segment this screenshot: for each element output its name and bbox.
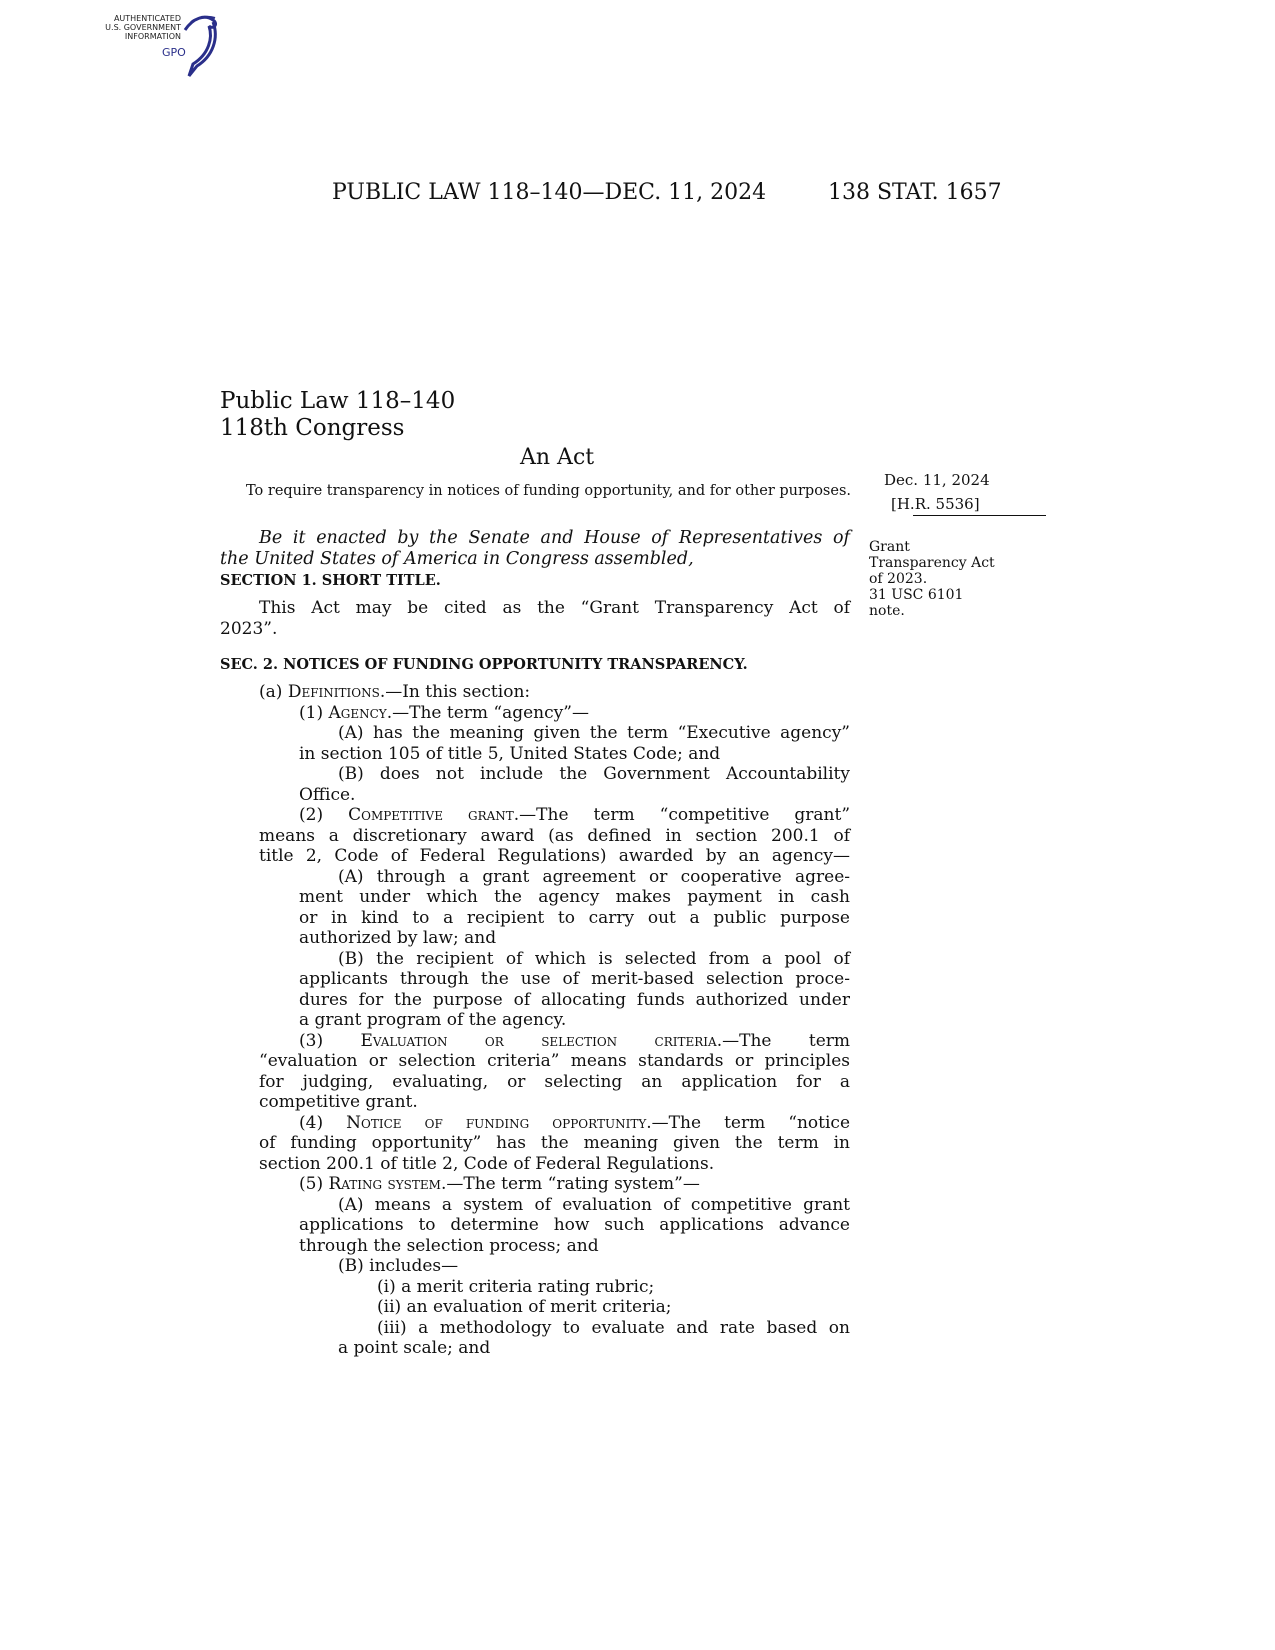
act-heading: An Act — [520, 445, 595, 470]
line-text: (B) includes— — [338, 1256, 459, 1276]
line-text: .—The term “notice — [646, 1112, 851, 1133]
line-text: “evaluation or selection criteria” means standards or principles — [259, 1051, 850, 1071]
line-text: title 2, Code of Federal Regulations) awarded by an agency— — [259, 846, 850, 866]
text-line — [220, 1092, 850, 1113]
enactment-date: Dec. 11, 2024 — [884, 471, 990, 489]
line-text: authorized by law; and — [299, 928, 497, 948]
line-text: (i) a merit criteria rating rubric; — [377, 1276, 655, 1297]
line-text: of funding opportunity” has the meaning given the term in — [259, 1133, 850, 1153]
line-text: or in kind to a recipient to carry out a public purpose — [299, 907, 850, 928]
line-text: applications to determine how such applications advance — [299, 1215, 850, 1235]
defined-term: Agency — [328, 702, 387, 723]
section-2-body — [220, 682, 850, 1359]
line-text: (2) — [299, 805, 349, 825]
law-number: Public Law 118–140 — [220, 388, 456, 414]
logo-line: AUTHENTICATED — [113, 14, 181, 23]
defined-term: Notice of funding opportunity — [346, 1112, 647, 1133]
page-number: 138 STAT. 1657 — [828, 180, 1002, 205]
line-text: .—The term “competitive grant” — [513, 805, 851, 825]
line-text: section 200.1 of title 2, Code of Federal Regulations. — [259, 1153, 715, 1174]
text-line — [220, 1338, 850, 1359]
text-line — [220, 1133, 850, 1154]
line-text: .—The term “rating system”— — [440, 1174, 700, 1194]
line-text: a grant program of the agency. — [299, 1010, 567, 1030]
text-line — [220, 1072, 850, 1093]
line-text: through the selection process; and — [299, 1235, 599, 1256]
text-line — [220, 826, 850, 847]
line-text: dures for the purpose of allocating funds authorized under — [299, 989, 850, 1010]
line-text: (A) through a grant agreement or cooperative agree- — [338, 866, 850, 887]
text-line — [220, 928, 850, 949]
line-text: (5) — [299, 1174, 329, 1194]
line-text: applicants through the use of merit-based selection proce- — [299, 969, 850, 989]
text-line — [220, 1195, 850, 1216]
line-text: competitive grant. — [259, 1092, 418, 1112]
text-line — [220, 723, 850, 744]
text-line — [220, 949, 850, 970]
text-line — [220, 969, 850, 990]
logo-line: INFORMATION — [124, 32, 181, 41]
text-line — [220, 703, 850, 724]
line-text: (B) does not include the Government Accountability — [338, 764, 850, 784]
text-line — [220, 744, 850, 765]
logo-line: U.S. GOVERNMENT — [105, 23, 181, 32]
text-line — [220, 682, 850, 703]
text-line — [220, 846, 850, 867]
defined-term: Rating system — [328, 1174, 441, 1194]
line-text: (1) — [299, 702, 329, 723]
line-text: a point scale; and — [338, 1338, 491, 1358]
line-text: Office. — [299, 784, 356, 805]
line-text: for judging, evaluating, or selecting an application for a — [259, 1071, 850, 1092]
line-text: .—The term “agency”— — [386, 702, 589, 723]
congress: 118th Congress — [220, 415, 405, 441]
text-line — [220, 785, 850, 806]
bill-number: [H.R. 5536] — [891, 495, 980, 513]
defined-term: Evaluation or selection criteria — [360, 1030, 717, 1051]
line-text: (A) has the meaning given the term “Executive agency” — [338, 723, 850, 743]
line-text: .—The term — [716, 1030, 850, 1051]
text-line — [220, 1113, 850, 1134]
text-line — [220, 1031, 850, 1052]
line-text: (a) — [259, 682, 288, 702]
line-text: (A) means a system of evaluation of competitive grant — [338, 1194, 850, 1215]
purpose-line: To require transparency in notices of funding opportunity, and for other purposes. — [246, 483, 851, 499]
text-line — [220, 1215, 850, 1236]
line-text: (ii) an evaluation of merit criteria; — [377, 1297, 672, 1317]
text-line — [220, 1277, 850, 1298]
eagle-icon — [183, 8, 223, 78]
text-line — [220, 1051, 850, 1072]
text-line — [220, 1236, 850, 1257]
line-text: .—In this section: — [379, 682, 531, 702]
running-header: PUBLIC LAW 118–140—DEC. 11, 2024 — [332, 180, 767, 205]
text-line — [220, 805, 850, 826]
text-line — [220, 887, 850, 908]
text-line — [220, 1256, 850, 1277]
line-text: (4) — [299, 1112, 347, 1133]
text-line — [220, 990, 850, 1011]
gpo-authentication-logo — [88, 8, 228, 78]
text-line — [220, 1297, 850, 1318]
line-text: means a discretionary award (as defined in section 200.1 of — [259, 825, 850, 846]
text-line — [220, 1010, 850, 1031]
text-line — [220, 867, 850, 888]
margin-note: Grant Transparency Act of 2023. 31 USC 6101 note. — [869, 539, 995, 619]
line-text: in section 105 of title 5, United States Code; and — [299, 743, 721, 764]
line-text: ment under which the agency makes payment in cash — [299, 887, 850, 907]
gpo-mark: GPO — [162, 46, 186, 59]
text-line — [220, 908, 850, 929]
text-line — [220, 1318, 850, 1339]
defined-term: Competitive grant — [348, 805, 514, 825]
text-line — [220, 1174, 850, 1195]
line-text: (3) — [299, 1030, 361, 1051]
enacting-clause: Be it enacted by the Senate and House of Representatives of the United States of America in Congress assembled, — [220, 528, 850, 569]
line-text: (B) the recipient of which is selected from a pool of — [338, 948, 850, 969]
defined-term: Definitions — [287, 682, 380, 702]
section-1-heading: SECTION 1. SHORT TITLE. — [220, 572, 441, 589]
margin-rule — [913, 515, 1046, 516]
section-1-text: This Act may be cited as the “Grant Transparency Act of 2023”. — [220, 598, 850, 639]
text-line — [220, 1154, 850, 1175]
section-2-heading: SEC. 2. NOTICES OF FUNDING OPPORTUNITY TRANSPARENCY. — [220, 656, 748, 673]
line-text: (iii) a methodology to evaluate and rate based on — [377, 1317, 850, 1338]
text-line — [220, 764, 850, 785]
